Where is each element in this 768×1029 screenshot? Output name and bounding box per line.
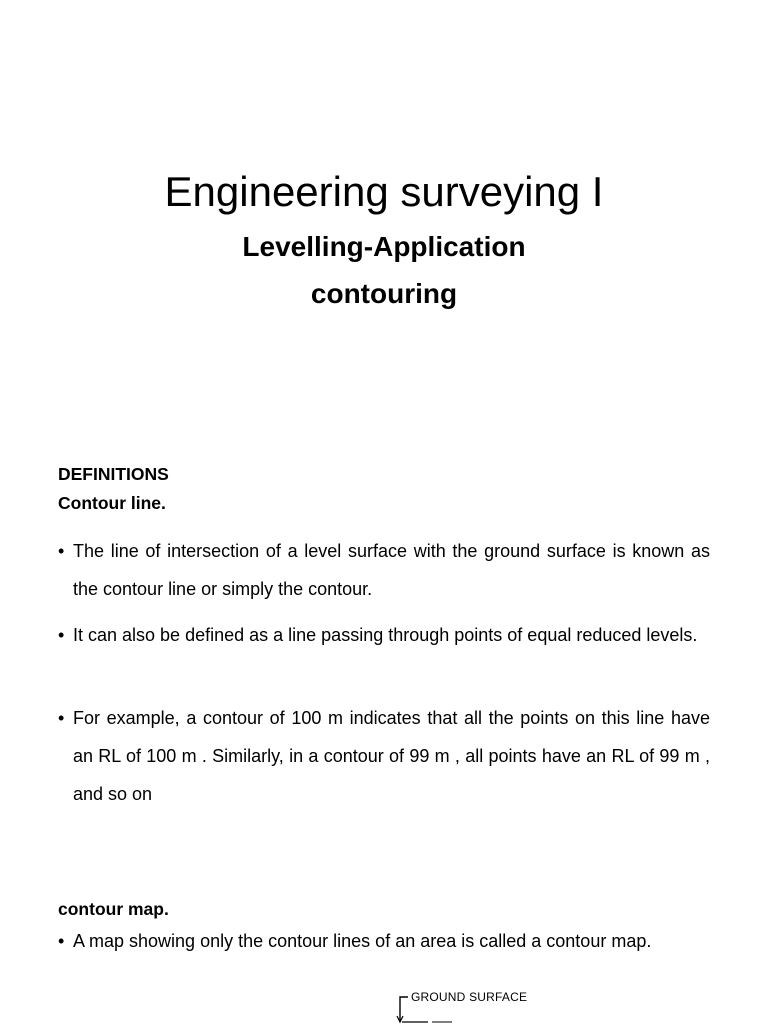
- ground-surface-figure: [380, 982, 580, 1024]
- bullet-item: [58, 616, 710, 654]
- bullet-dot: •: [58, 541, 65, 561]
- subtitle-contouring: contouring: [310, 278, 458, 309]
- ground-surface-label: GROUND SURFACE: [411, 990, 528, 1004]
- bullet-text: A map showing only the contour lines of an area is called a contour map.: [73, 931, 652, 951]
- contour-map-heading: contour map.: [58, 899, 169, 919]
- bullet-item: [58, 699, 710, 813]
- contour-line-heading: Contour line.: [58, 493, 166, 513]
- bullet-text: For example, a contour of 100 m indicates that all the points on this line have an RL of 100 m . Similarly, in a contour of 99 m , all points have an RL of 99 m , and so on: [73, 708, 710, 804]
- bullet-dot: •: [58, 625, 65, 645]
- bullet-dot: •: [58, 708, 65, 728]
- bullet-text: The line of intersection of a level surface with the ground surface is known as the contour line or simply the contour.: [73, 541, 710, 599]
- bullet-item: [58, 532, 710, 608]
- bullet-dot: •: [58, 931, 65, 951]
- definitions-heading: DEFINITIONS: [58, 464, 169, 484]
- bullet-item: [58, 929, 710, 953]
- page-title: Engineering surveying I: [164, 168, 604, 215]
- bullet-text: It can also be defined as a line passing through points of equal reduced levels.: [73, 625, 698, 645]
- subtitle-levelling: Levelling-Application: [242, 231, 526, 262]
